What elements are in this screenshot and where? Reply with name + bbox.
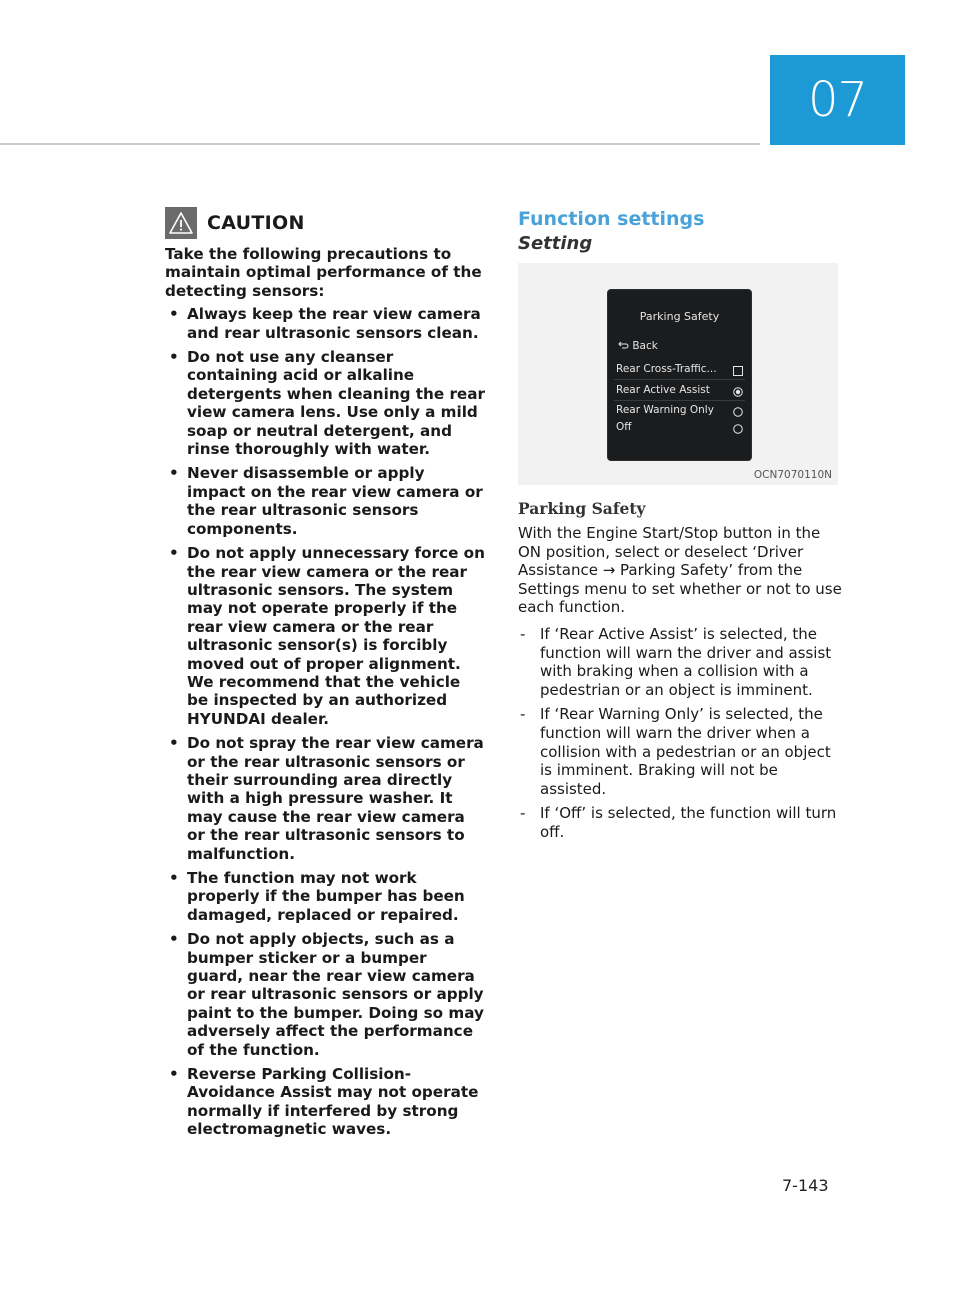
figure-code: OCN7070110N [753,469,832,481]
caution-title: CAUTION [207,212,305,234]
option-item-text: If ‘Rear Warning Only’ is selected, the function will warn the driver when a collision with a pedestrian or an object is imminent. Braking will not be assisted. [540,705,831,798]
caution-header [165,205,485,241]
caution-item-text: Never disassemble or apply impact on the rear view camera or the rear ultrasonic sensors components. [187,464,483,538]
caution-item [165,869,485,924]
option-item [518,804,843,841]
dash-glyph: - [520,804,526,823]
screen-back-item [618,340,658,352]
caution-item-text: The function may not work properly if the bumper has been damaged, replaced or repaired. [187,869,465,924]
bullet-glyph: • [169,544,179,563]
menu-row-rear-cross-traffic [614,360,745,378]
radio-icon [733,422,743,440]
menu-row-label: Rear Warning Only [616,404,714,416]
caution-item-text: Do not apply unnecessary force on the rear view camera or the rear ultrasonic sensors. The system may not operate properly if the rear view camera or the rear ultrasonic sensor(s) is forcibly moved out of proper alignment. We recommend that the vehicle be inspected by an authorized HYUNDAI dealer. [187,544,485,728]
menu-row-label: Off [616,421,632,433]
caution-item-text: Do not apply objects, such as a bumper sticker or a bumper guard, near the rear view camera or rear ultrasonic sensors or apply paint to the bumper. Doing so may adversely affect the performance of the function. [187,930,484,1059]
chapter-tab: 07 [770,55,905,145]
option-item-text: If ‘Off’ is selected, the function will turn off. [540,804,837,841]
body-paragraph: With the Engine Start/Stop button in the ON position, select or deselect ‘Driver Assistance → Parking Safety’ from the Settings menu to set whether or not to use each function. [518,524,842,617]
option-list [518,625,843,842]
bullet-glyph: • [169,305,179,324]
option-item [518,705,843,798]
caution-intro: Take the following precautions to maintain optimal performance of the detecting sensors: [165,245,482,300]
screen-title: Parking Safety [639,310,720,323]
body-heading: Parking Safety [518,499,646,518]
option-item-text: If ‘Rear Active Assist’ is selected, the function will warn the driver and assist with braking when a collision with a pedestrian or an object is imminent. [540,624,832,699]
menu-row-label: Rear Active Assist [616,384,710,396]
dash-glyph: - [520,705,526,724]
caution-item [165,305,485,342]
menu-row-rear-active-assist [614,381,745,399]
caution-box [165,205,485,1145]
caution-item-text: Reverse Parking Collision-Avoidance Assist may not operate normally if interfered by strong electromagnetic waves. [187,1065,479,1139]
function-settings-section [518,205,843,848]
warning-triangle-icon [165,207,197,239]
option-item [518,625,843,699]
section-subtitle: Setting [518,233,593,254]
bullet-glyph: • [169,930,179,949]
menu-row-rear-warning-only [614,401,745,419]
caution-item-text: Do not spray the rear view camera or the rear ultrasonic sensors or their surrounding area directly with a high pressure washer. It may cause the rear view camera or the rear ultrasonic sensors to malfunction. [187,734,484,863]
menu-row-label: Rear Cross-Traffic... [616,363,717,375]
caution-item [165,544,485,728]
page-number: 7-143 [782,1176,829,1195]
settings-screen-figure [518,263,838,485]
caution-item [165,930,485,1059]
back-label: Back [632,340,658,352]
bullet-glyph: • [169,734,179,753]
menu-divider [614,379,745,380]
bullet-glyph: • [169,464,179,483]
bullet-glyph: • [169,348,179,367]
caution-list [165,305,485,1138]
section-title: Function settings [518,208,705,230]
back-arrow-icon [618,340,632,352]
caution-item [165,464,485,538]
bullet-glyph: • [169,1065,179,1084]
caution-item-text: Always keep the rear view camera and rear ultrasonic sensors clean. [187,305,481,342]
caution-item [165,348,485,458]
cluster-screen [607,289,752,461]
caution-item [165,1065,485,1139]
dash-glyph: - [520,624,526,643]
caution-item-text: Do not use any cleanser containing acid or alkaline detergents when cleaning the rear view camera lens. Use only a mild soap or neutral detergent, and rinse thoroughly with water. [187,348,485,459]
header-rule [0,143,760,145]
bullet-glyph: • [169,869,179,887]
menu-row-off [614,418,745,436]
caution-item [165,734,485,863]
